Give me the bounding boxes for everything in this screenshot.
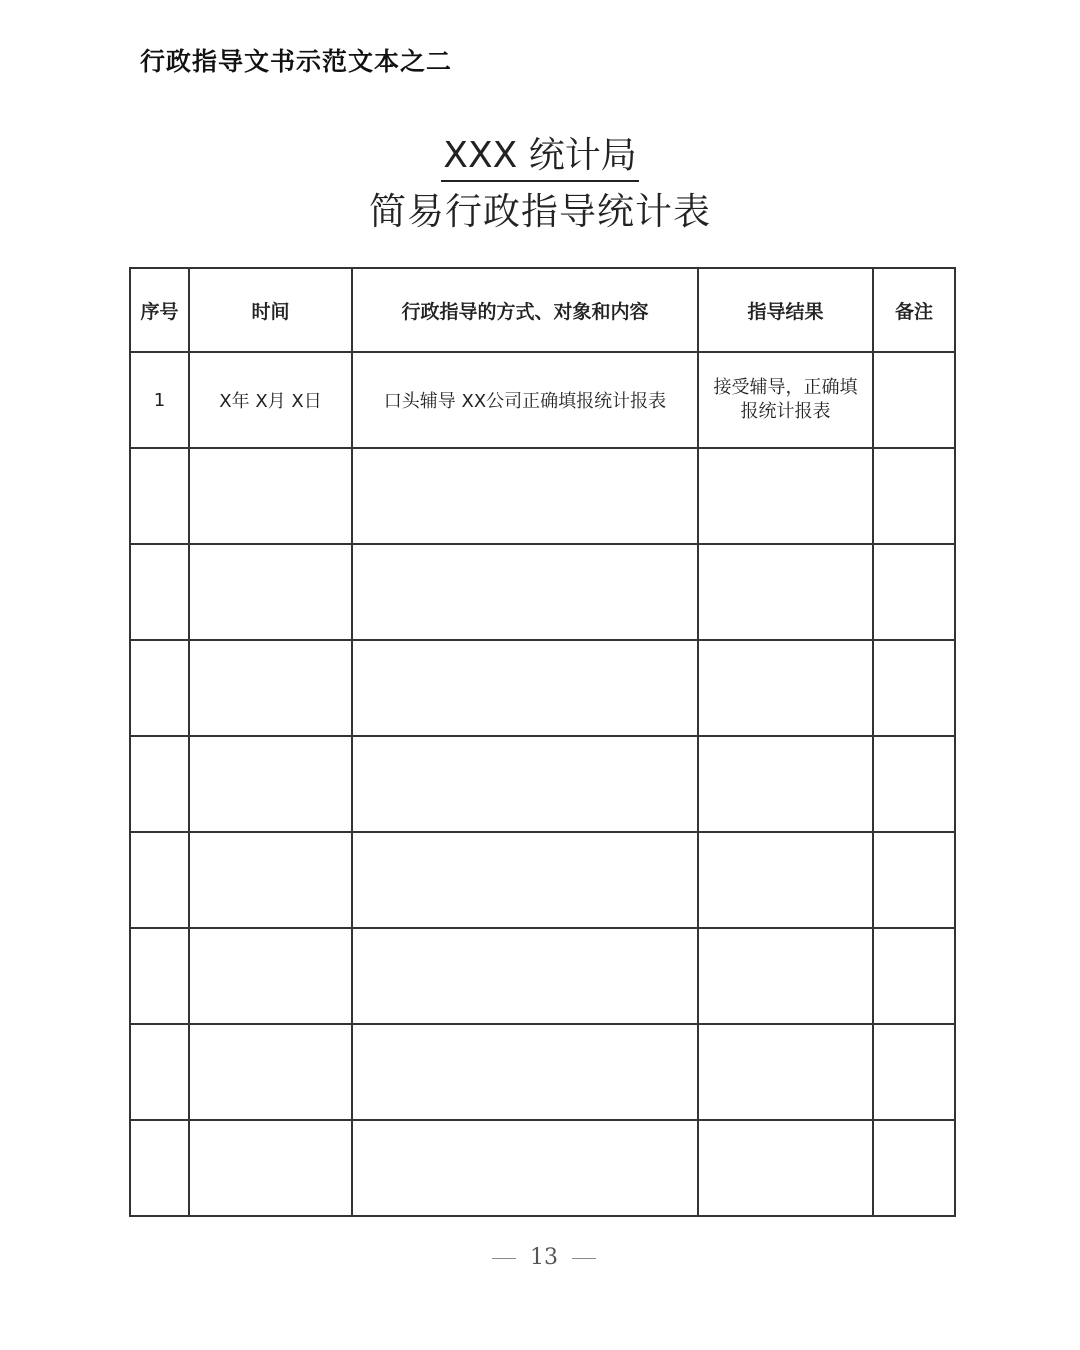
cell-result[interactable]	[698, 448, 873, 544]
table-row	[130, 448, 955, 544]
dash-right	[572, 1258, 596, 1259]
cell-remark[interactable]	[873, 832, 955, 928]
cell-remark[interactable]	[873, 544, 955, 640]
cell-content[interactable]	[352, 928, 698, 1024]
cell-content[interactable]	[352, 1024, 698, 1120]
cell-number[interactable]	[130, 832, 189, 928]
cell-remark[interactable]	[873, 928, 955, 1024]
cell-content[interactable]	[352, 1120, 698, 1216]
cell-number[interactable]: 1	[130, 352, 189, 448]
cell-result[interactable]	[698, 544, 873, 640]
cell-time[interactable]	[189, 1024, 352, 1120]
cell-remark[interactable]	[873, 352, 955, 448]
dash-left	[492, 1258, 516, 1259]
cell-result[interactable]	[698, 928, 873, 1024]
table-row	[130, 1024, 955, 1120]
table-row	[130, 352, 955, 448]
cell-result[interactable]	[698, 736, 873, 832]
cell-remark[interactable]	[873, 1024, 955, 1120]
form-title: 简易行政指导统计表	[369, 190, 711, 233]
column-header-time: 时间	[189, 268, 352, 352]
cell-content[interactable]	[352, 448, 698, 544]
column-header-content: 行政指导的方式、对象和内容	[352, 268, 698, 352]
cell-remark[interactable]	[873, 640, 955, 736]
cell-number[interactable]	[130, 544, 189, 640]
cell-result[interactable]	[698, 1120, 873, 1216]
cell-number[interactable]	[130, 1024, 189, 1120]
cell-number[interactable]	[130, 640, 189, 736]
cell-time[interactable]	[189, 544, 352, 640]
cell-content[interactable]	[352, 640, 698, 736]
document-series-label: 行政指导文书示范文本之二	[140, 47, 453, 76]
table-row	[130, 544, 955, 640]
table-row	[130, 1120, 955, 1216]
cell-remark[interactable]	[873, 736, 955, 832]
page-number: 13	[530, 1245, 558, 1270]
cell-number[interactable]	[130, 448, 189, 544]
table-body	[130, 352, 955, 1216]
table-header-row	[130, 268, 955, 352]
cell-content[interactable]	[352, 544, 698, 640]
title-block	[0, 132, 1080, 238]
column-header-number: 序号	[130, 268, 189, 352]
cell-time[interactable]	[189, 640, 352, 736]
cell-remark[interactable]	[873, 1120, 955, 1216]
cell-result[interactable]	[698, 1024, 873, 1120]
cell-time[interactable]: X年 X月 X日	[189, 352, 352, 448]
cell-time[interactable]	[189, 736, 352, 832]
column-header-result: 指导结果	[698, 268, 873, 352]
table-row	[130, 640, 955, 736]
cell-result[interactable]: 接受辅导，正确填报统计报表	[698, 352, 873, 448]
table-row	[130, 736, 955, 832]
statistics-table	[129, 267, 956, 1217]
table-row	[130, 832, 955, 928]
cell-number[interactable]	[130, 1120, 189, 1216]
cell-number[interactable]	[130, 736, 189, 832]
cell-time[interactable]	[189, 448, 352, 544]
cell-time[interactable]	[189, 1120, 352, 1216]
cell-remark[interactable]	[873, 448, 955, 544]
cell-time[interactable]	[189, 832, 352, 928]
agency-title: XXX 统计局	[441, 132, 638, 182]
cell-time[interactable]	[189, 928, 352, 1024]
page-footer	[0, 1245, 1080, 1270]
cell-content[interactable]	[352, 736, 698, 832]
cell-result[interactable]	[698, 832, 873, 928]
cell-content[interactable]	[352, 832, 698, 928]
cell-number[interactable]	[130, 928, 189, 1024]
cell-content[interactable]: 口头辅导 XX公司正确填报统计报表	[352, 352, 698, 448]
table-row	[130, 928, 955, 1024]
cell-result[interactable]	[698, 640, 873, 736]
column-header-remark: 备注	[873, 268, 955, 352]
